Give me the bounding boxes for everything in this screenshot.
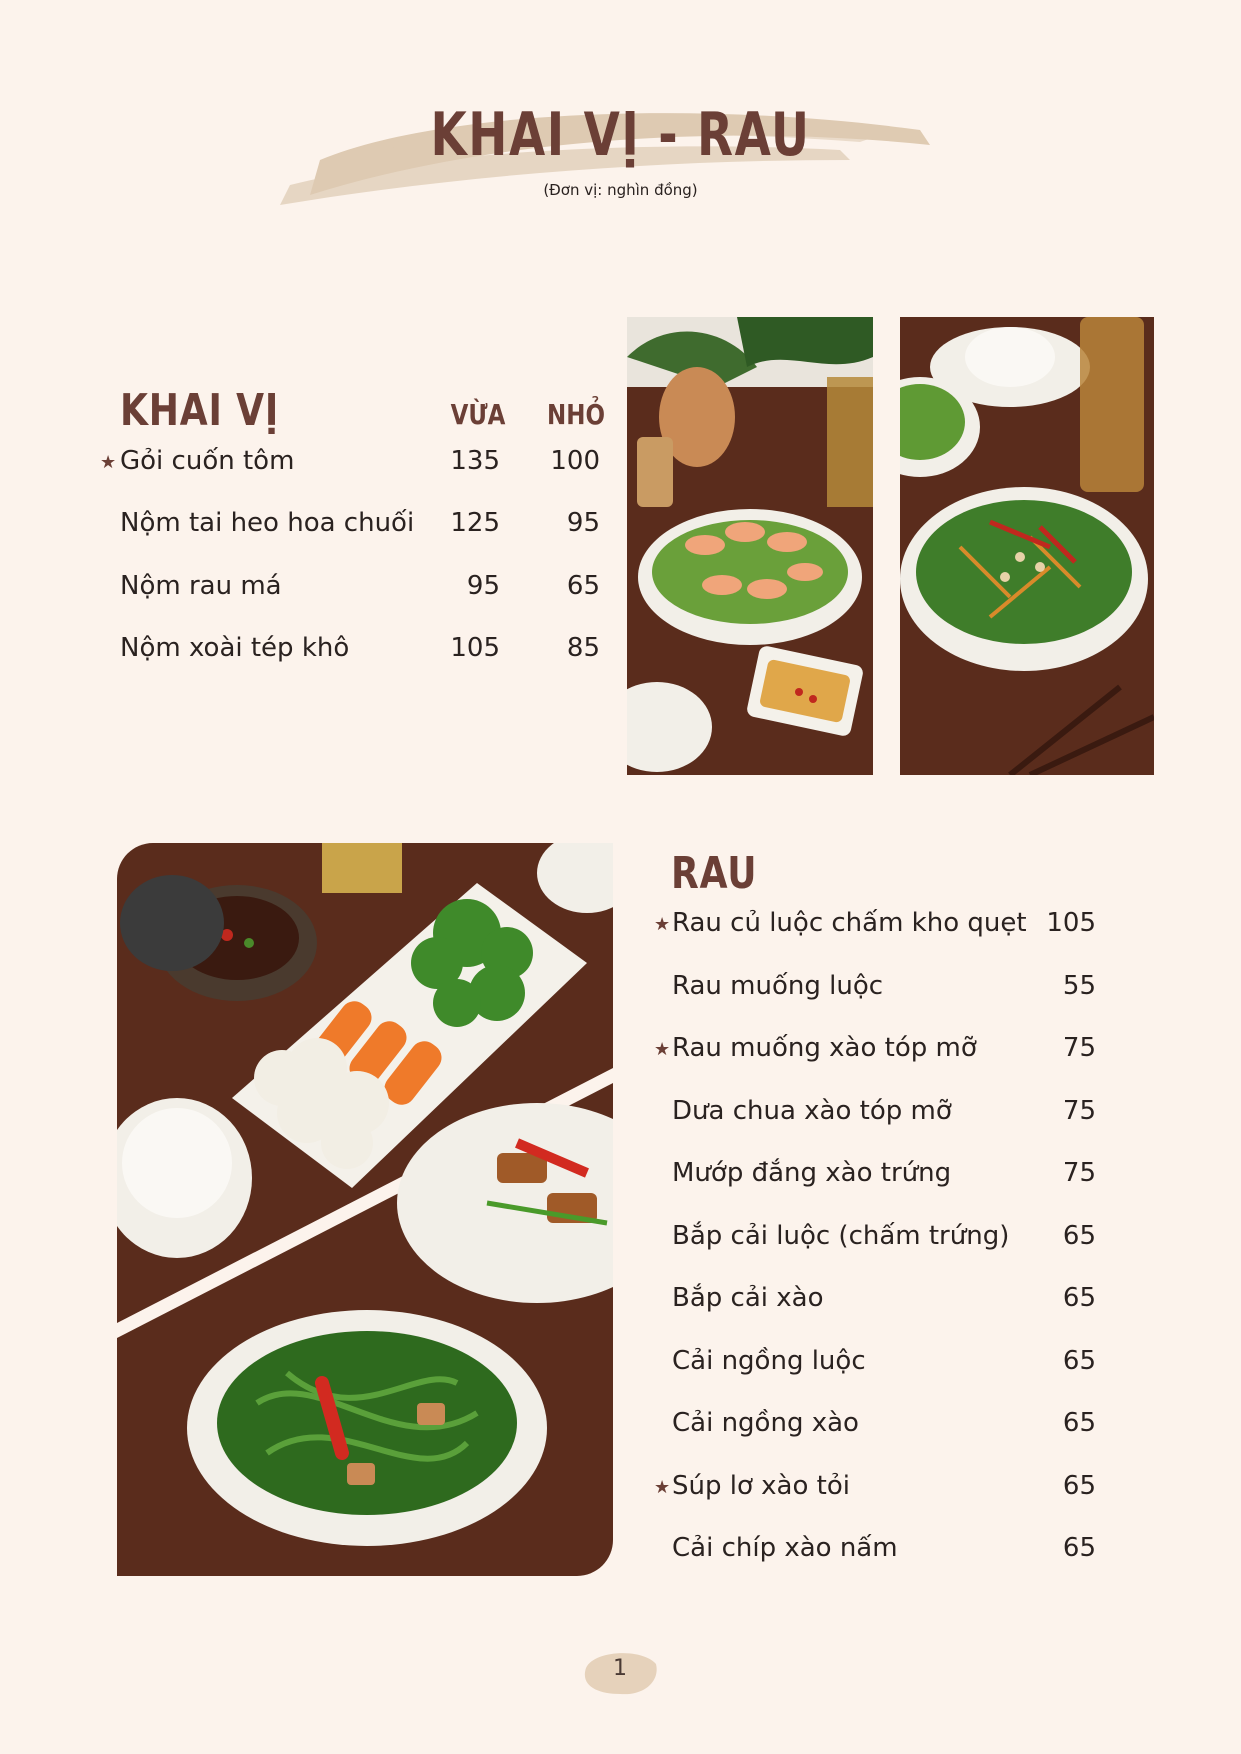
star-icon: ★ [654, 1039, 671, 1060]
price: 55 [1062, 971, 1096, 1001]
photo-spring-rolls [627, 317, 873, 775]
photo-salad [900, 317, 1154, 775]
price-vua: 105 [450, 633, 500, 663]
price-nho: 85 [566, 633, 600, 663]
price: 65 [1062, 1533, 1096, 1563]
menu-item-rau-muong-luoc [650, 971, 1140, 1011]
item-name: Nộm rau má [120, 571, 282, 601]
menu-item-dua-chua [650, 1096, 1140, 1136]
price: 75 [1062, 1096, 1096, 1126]
item-name: Cải ngồng luộc [672, 1346, 866, 1376]
photo-vegetables [117, 843, 613, 1576]
item-name: Rau muống xào tóp mỡ [672, 1033, 977, 1063]
item-name: Rau củ luộc chấm kho quẹt [672, 908, 1027, 938]
price-nho: 65 [566, 571, 600, 601]
page-number-badge [580, 1646, 660, 1698]
menu-item-cai-ngong-xao [650, 1408, 1140, 1448]
item-name: Dưa chua xào tóp mỡ [672, 1096, 952, 1126]
item-name: Bắp cải luộc (chấm trứng) [672, 1221, 1010, 1251]
column-heading-nho: NHỎ [547, 398, 605, 431]
column-heading-vua: VỪA [450, 398, 506, 431]
item-name: Gỏi cuốn tôm [120, 446, 295, 476]
price-nho: 95 [566, 508, 600, 538]
price-vua: 125 [450, 508, 500, 538]
price: 75 [1062, 1158, 1096, 1188]
page-number: 1 [613, 1656, 627, 1681]
menu-item-bap-cai-xao [650, 1283, 1140, 1323]
page-title: KHAI VỊ - RAU [430, 100, 811, 170]
menu-item-muop-dang [650, 1158, 1140, 1198]
menu-item-goi-cuon-tom [98, 446, 608, 486]
item-name: Bắp cải xào [672, 1283, 824, 1313]
item-name: Súp lơ xào tỏi [672, 1471, 850, 1501]
item-name: Nộm xoài tép khô [120, 633, 350, 663]
item-name: Rau muống luộc [672, 971, 884, 1001]
price: 65 [1062, 1346, 1096, 1376]
star-icon: ★ [100, 452, 117, 473]
star-icon: ★ [654, 1477, 671, 1498]
price: 65 [1062, 1283, 1096, 1313]
price-vua: 95 [466, 571, 500, 601]
price-nho: 100 [550, 446, 600, 476]
menu-item-rau-muong-xao [650, 1033, 1140, 1073]
menu-item-nom-tai-heo [98, 508, 608, 548]
menu-item-nom-xoai [98, 633, 608, 673]
menu-item-rau-cu-luoc [650, 908, 1140, 948]
menu-item-cai-ngong-luoc [650, 1346, 1140, 1386]
price: 65 [1062, 1408, 1096, 1438]
star-icon: ★ [654, 914, 671, 935]
section-heading-khai-vi: KHAI VỊ [120, 385, 280, 436]
menu-item-sup-lo [650, 1471, 1140, 1511]
menu-item-cai-chip [650, 1533, 1140, 1573]
item-name: Cải chíp xào nấm [672, 1533, 898, 1563]
item-name: Nộm tai heo hoa chuối [120, 508, 415, 538]
section-heading-rau: RAU [671, 848, 758, 899]
price: 105 [1046, 908, 1096, 938]
item-name: Mướp đắng xào trứng [672, 1158, 952, 1188]
price-vua: 135 [450, 446, 500, 476]
unit-note: (Đơn vị: nghìn đồng) [543, 181, 698, 199]
price: 65 [1062, 1221, 1096, 1251]
item-name: Cải ngồng xào [672, 1408, 859, 1438]
price: 65 [1062, 1471, 1096, 1501]
menu-item-bap-cai-luoc [650, 1221, 1140, 1261]
menu-item-nom-rau-ma [98, 571, 608, 611]
price: 75 [1062, 1033, 1096, 1063]
